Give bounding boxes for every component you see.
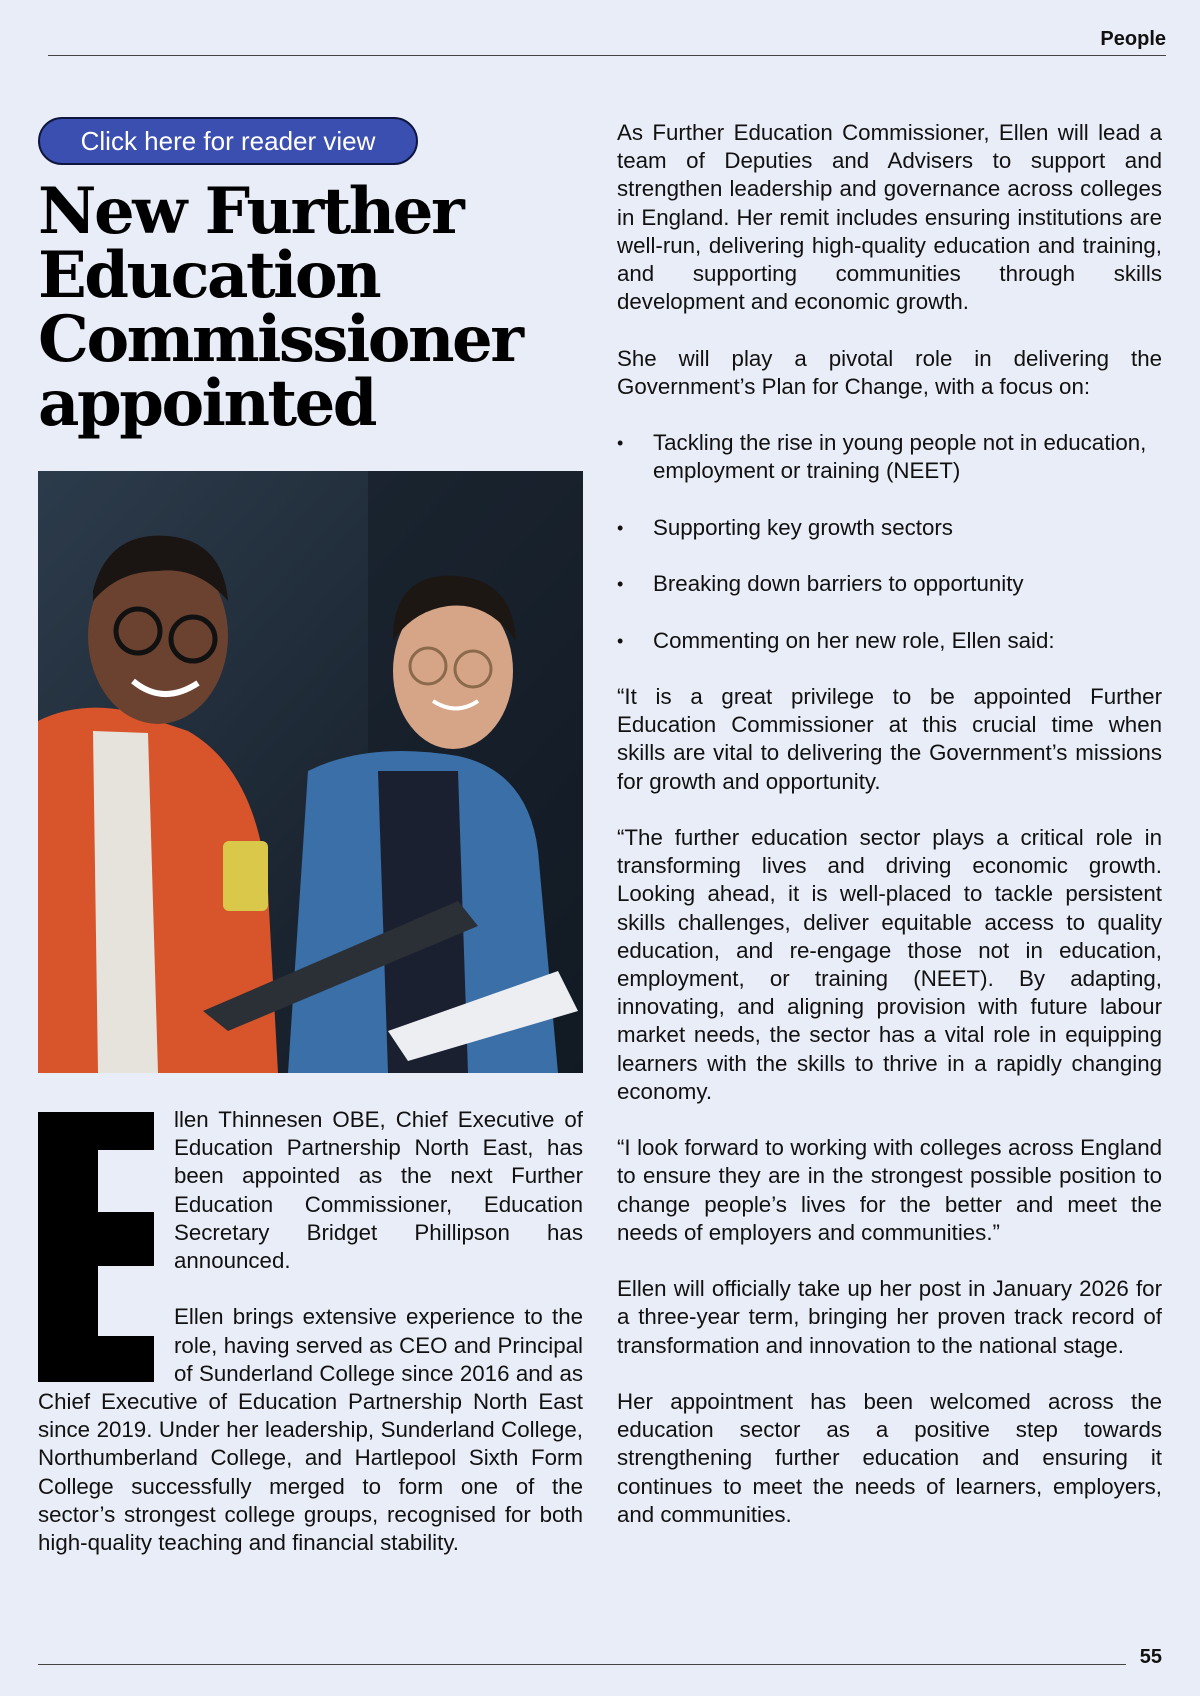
- list-item: • Breaking down barriers to opportunity: [617, 570, 1162, 598]
- body-paragraph: Ellen brings extensive experience to the role, having served as CEO and Principal of Sunderland College since 2016 and as Chief Executive of Education Partnership North East since 2019. Under her leadership, Sunderland College, Northumberland College, and Hartlepool Sixth Form College successfully merged to form one of the sector’s strongest college groups, recognised for both high-quality teaching and financial stability.: [38, 1304, 583, 1556]
- body-paragraph: llen Thinnesen OBE, Chief Executive of Education Partnership North East, has been appointed as the next Further Education Commissioner, Education Secretary Bridget Phillipson has announced.: [174, 1107, 583, 1274]
- list-item: • Commenting on her new role, Ellen said:: [617, 627, 1162, 655]
- section-label: People: [1100, 28, 1166, 50]
- body-paragraph: Her appointment has been welcomed across the education sector as a positive step towards strengthening further education and ensuring it continues to meet the needs of learners, employers, and communities.: [617, 1388, 1162, 1527]
- header-divider: [48, 55, 1166, 56]
- article-photo: [38, 471, 583, 1073]
- quote-paragraph: “It is a great privilege to be appointed Further Education Commissioner at this crucial time when skills are vital to delivering the Government’s missions for growth and opportunity.: [617, 683, 1162, 794]
- focus-list: [617, 429, 1162, 655]
- article-title: [38, 174, 598, 441]
- title-line: Education: [38, 238, 380, 313]
- photo-two-students-icon: [38, 471, 583, 1073]
- reader-view-button[interactable]: Click here for reader view: [38, 117, 418, 165]
- article-right-column: [617, 119, 1162, 1557]
- footer-divider: [38, 1664, 1126, 1665]
- quote-paragraph: “The further education sector plays a critical role in transforming lives and driving economic growth. Looking ahead, it is well-placed to tackle persistent skills challenges, deliver equitable access to quality education, and re-engage those not in education, employment, or training (NEET). By adapting, innovating, and aligning provision with future labour market needs, the sector has a vital role in equipping learners with the skills to thrive in a rapidly changing economy.: [617, 824, 1162, 1104]
- list-item: • Supporting key growth sectors: [617, 514, 1162, 542]
- quote-paragraph: “I look forward to working with colleges across England to ensure they are in the strongest possible position to change people’s lives for the better and meet the needs of employers and communities.”: [617, 1135, 1162, 1245]
- body-paragraph: As Further Education Commissioner, Ellen will lead a team of Deputies and Advisers to support and strengthen leadership and governance across colleges in England. Her remit includes ensuring institutions are well-run, delivering high-quality education and training, and supporting communities through skills development and economic growth.: [617, 120, 1162, 315]
- title-line: New Further: [38, 174, 463, 249]
- list-item: • Tackling the rise in young people not in education, employment or training (NEET): [617, 429, 1162, 485]
- drop-cap-e: [38, 1112, 154, 1382]
- body-paragraph: She will play a pivotal role in delivering the Government’s Plan for Change, with a focus on:: [617, 345, 1162, 399]
- title-line: appointed: [38, 366, 376, 441]
- page-number: 55: [1139, 1646, 1162, 1668]
- article-left-column: [38, 1106, 583, 1585]
- title-line: Commissioner: [38, 302, 522, 377]
- body-paragraph: Ellen will officially take up her post in January 2026 for a three-year term, bringing her proven track record of transformation and innovation to the national stage.: [617, 1276, 1162, 1358]
